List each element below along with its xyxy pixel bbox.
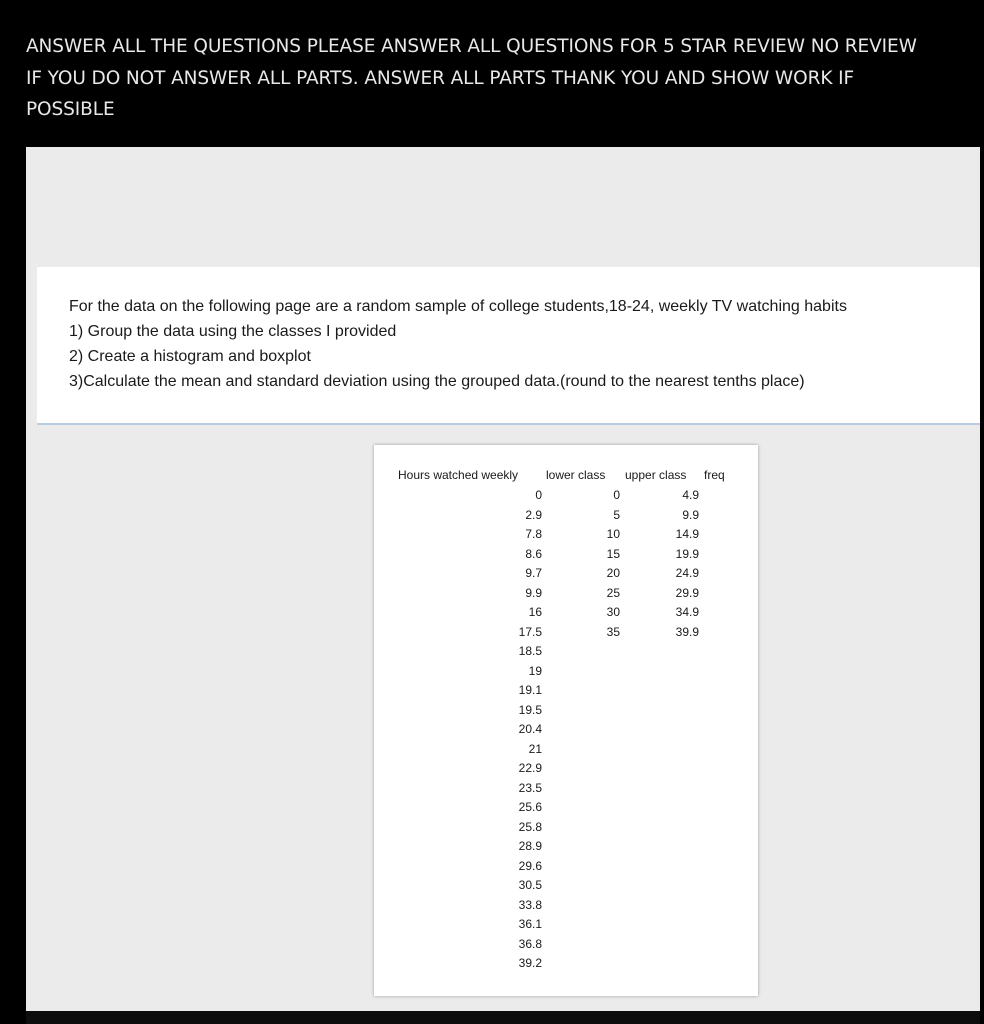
lower-class-cell: 25 xyxy=(606,585,620,600)
header-lower-class: lower class xyxy=(546,468,606,482)
upper-class-cell: 29.9 xyxy=(675,585,699,600)
hours-cell: 39.2 xyxy=(518,956,542,970)
hours-cell: 25.8 xyxy=(518,819,542,834)
header-upper-class: upper class xyxy=(625,468,687,482)
hours-cell: 36.8 xyxy=(518,936,542,951)
hours-cell: 2.9 xyxy=(525,507,542,522)
hours-cell: 17.5 xyxy=(518,624,542,639)
hours-cell: 9.7 xyxy=(525,566,542,580)
hours-cell: 30.5 xyxy=(518,878,542,892)
header-freq: freq xyxy=(704,468,725,482)
upper-class-cell: 19.9 xyxy=(675,546,699,561)
hours-cell: 33.8 xyxy=(518,897,542,912)
hours-cell: 8.6 xyxy=(525,546,542,561)
lower-class-cell: 5 xyxy=(613,507,620,522)
task-step-2: 2) Create a histogram and boxplot xyxy=(69,348,311,365)
hours-cell: 19 xyxy=(528,663,542,678)
hours-cell: 19.5 xyxy=(518,702,542,717)
data-table xyxy=(374,445,758,996)
header-line: IF YOU DO NOT ANSWER ALL PARTS. ANSWER ALL PARTS THANK YOU AND SHOW WORK IF xyxy=(26,67,855,89)
hours-cell: 23.5 xyxy=(518,780,542,795)
header-line: POSSIBLE xyxy=(26,99,115,120)
hours-cell: 16 xyxy=(528,605,542,619)
lower-class-cell: 0 xyxy=(613,488,620,502)
hours-cell: 19.1 xyxy=(518,683,542,697)
task-step-3: 3)Calculate the mean and standard deviation using the grouped data.(round to the nearest tenths place) xyxy=(69,373,805,390)
lower-class-cell: 30 xyxy=(606,605,620,619)
hours-cell: 28.9 xyxy=(518,839,542,853)
lower-class-cell: 35 xyxy=(606,624,620,639)
header-hours: Hours watched weekly xyxy=(398,468,519,482)
question-header xyxy=(26,31,971,126)
bottom-strip xyxy=(26,1011,980,1024)
task-instructions xyxy=(37,267,980,423)
hours-cell: 25.6 xyxy=(518,800,542,814)
hours-cell: 18.5 xyxy=(518,644,542,658)
task-intro: For the data on the following page are a random sample of college students,18-24, weekly TV watching habits xyxy=(69,298,847,315)
upper-class-cell: 34.9 xyxy=(675,605,699,619)
hours-cell: 7.8 xyxy=(525,527,542,541)
hours-cell: 21 xyxy=(528,741,542,756)
hours-cell: 36.1 xyxy=(518,917,542,931)
lower-class-cell: 15 xyxy=(606,546,620,561)
hours-cell: 0 xyxy=(535,488,542,502)
hours-cell: 20.4 xyxy=(518,722,542,736)
hours-cell: 29.6 xyxy=(518,858,542,873)
question-image xyxy=(26,147,980,1013)
upper-class-cell: 14.9 xyxy=(675,527,699,541)
hours-cell: 22.9 xyxy=(518,761,542,775)
task-step-1: 1) Group the data using the classes I provided xyxy=(69,323,397,340)
upper-class-cell: 9.9 xyxy=(682,507,699,522)
upper-class-cell: 24.9 xyxy=(675,566,699,580)
lower-class-cell: 20 xyxy=(606,566,620,580)
header-line: ANSWER ALL THE QUESTIONS PLEASE ANSWER ALL QUESTIONS FOR 5 STAR REVIEW NO REVIEW xyxy=(26,36,917,57)
hours-cell: 9.9 xyxy=(525,585,542,600)
upper-class-cell: 4.9 xyxy=(682,488,699,502)
lower-class-cell: 10 xyxy=(606,527,620,541)
upper-class-cell: 39.9 xyxy=(675,624,699,639)
